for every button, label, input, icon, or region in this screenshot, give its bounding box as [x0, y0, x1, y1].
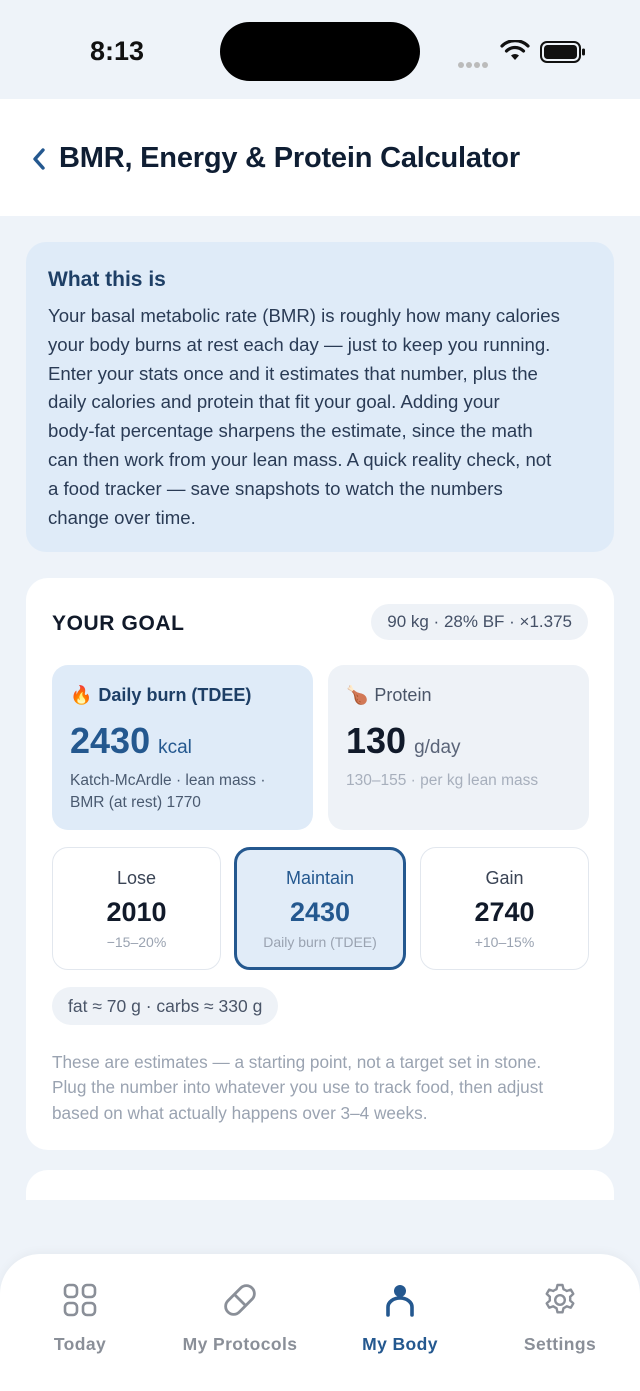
note-line: based on what actually happens over 3–4 weeks. [52, 1102, 428, 1123]
tdee-unit: kcal [158, 737, 192, 758]
option-label: Maintain [285, 868, 355, 888]
tab-label: Today [53, 1334, 107, 1354]
tab-label: My Protocols [182, 1334, 298, 1354]
pill-icon [220, 1280, 260, 1320]
status-bar [0, 0, 640, 99]
page-title: BMR, Energy & Protein Calculator [59, 142, 520, 174]
tab-my-body[interactable] [320, 1280, 480, 1355]
macros-chip: fat ≈ 70 g · carbs ≈ 330 g [52, 987, 278, 1025]
protein-tile [328, 665, 589, 830]
person-icon [385, 1283, 415, 1317]
scroll-fade [0, 1200, 640, 1260]
tab-label: My Body [362, 1334, 438, 1354]
option-label: Lose [116, 868, 157, 888]
profile-summary-chip[interactable]: 90 kg · 28% BF · ×1.375 [371, 604, 588, 640]
protein-unit: g/day [414, 737, 461, 758]
estimate-note [52, 1050, 592, 1126]
option-value: 2010 [106, 897, 167, 927]
tdee-tile [52, 665, 313, 830]
info-card [26, 242, 614, 552]
info-line: your body burns at rest each day — just to keep you running. [48, 333, 551, 355]
tdee-value: 2430 [70, 720, 151, 761]
info-line: body-fat percentage sharpens the estimate, since the math [48, 420, 533, 442]
option-sub: Daily burn (TDEE) [263, 934, 377, 950]
tab-bar [0, 1254, 640, 1391]
grid-icon [63, 1283, 97, 1317]
gear-icon [542, 1282, 578, 1318]
tab-settings[interactable] [480, 1280, 640, 1355]
cellular-signal-icon [458, 55, 490, 73]
protein-range: 130–155 · per kg lean mass [346, 772, 539, 789]
option-sub: −15–20% [106, 934, 167, 950]
dynamic-island [220, 22, 420, 81]
option-sub: +10–15% [474, 934, 535, 950]
protein-value: 130 [346, 720, 407, 761]
info-line: change over time. [48, 506, 196, 528]
goal-option-gain[interactable] [420, 847, 589, 970]
chevron-left-icon[interactable] [30, 146, 50, 172]
info-line: Enter your stats once and it estimates that number, plus the [48, 362, 538, 384]
tdee-title: Daily burn (TDEE) [98, 685, 252, 705]
wifi-icon [500, 40, 530, 62]
protein-title: Protein [374, 685, 432, 705]
tdee-method: Katch-McArdle · lean mass · [70, 772, 266, 789]
fire-icon: 🔥 [70, 685, 93, 705]
tab-my-protocols[interactable] [160, 1280, 320, 1355]
option-label: Gain [485, 868, 524, 888]
note-line: Plug the number into whatever you use to track food, then adjust [52, 1077, 544, 1098]
info-line: Your basal metabolic rate (BMR) is roughly how many calories [48, 305, 560, 326]
info-line: daily calories and protein that fit your goal. Adding your [48, 391, 500, 413]
info-body [48, 302, 592, 532]
drumstick-icon: 🍗 [346, 685, 369, 705]
note-line: These are estimates — a starting point, not a target set in stone. [52, 1052, 542, 1072]
bmr-value: BMR (at rest) 1770 [70, 794, 201, 811]
info-line: a food tracker — save snapshots to watch the numbers [48, 477, 503, 499]
tab-label: Settings [523, 1334, 597, 1354]
goal-option-lose[interactable] [52, 847, 221, 970]
goal-label: YOUR GOAL [52, 612, 185, 635]
status-time: 8:13 [90, 36, 145, 66]
goal-card [26, 578, 614, 1150]
battery-icon [540, 41, 586, 63]
goal-option-maintain[interactable] [234, 847, 406, 970]
option-value: 2740 [474, 897, 535, 927]
option-value: 2430 [289, 897, 351, 927]
tab-today[interactable] [0, 1280, 160, 1355]
info-title: What this is [48, 268, 166, 291]
info-line: can then work from your lean mass. A quick reality check, not [48, 448, 552, 470]
